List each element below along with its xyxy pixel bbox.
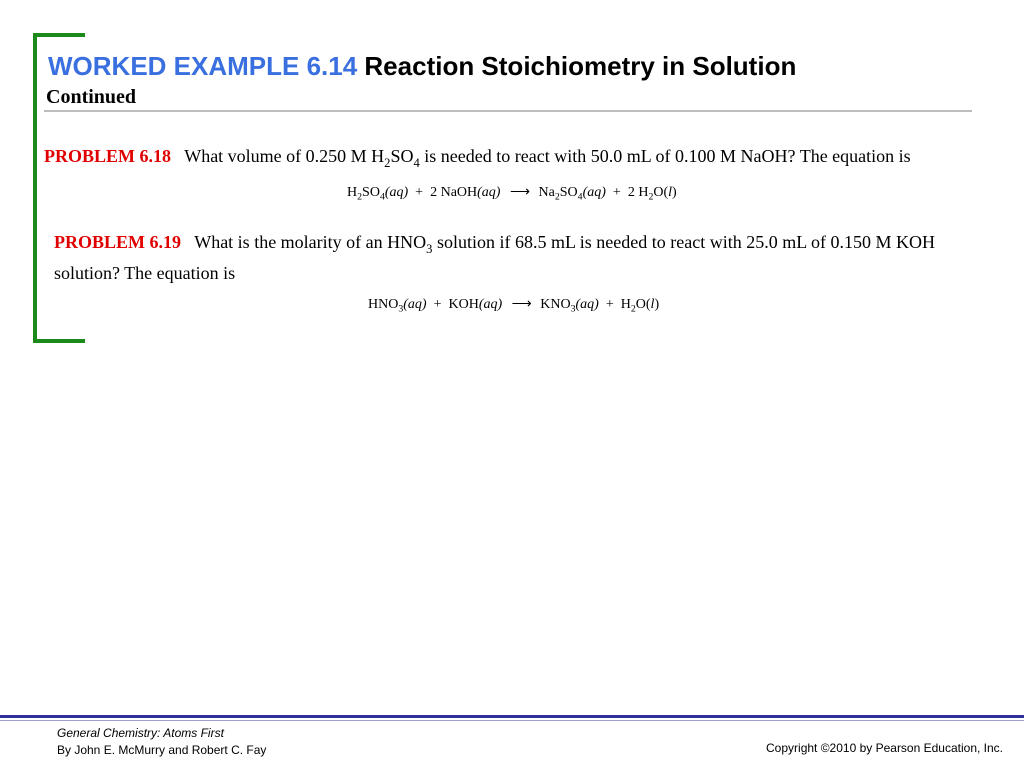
footer-divider	[0, 715, 1024, 718]
footer-copyright: Copyright ©2010 by Pearson Education, Inc.	[766, 741, 1003, 755]
equation-6-18: $H_2SO_4(aq) + 2$ NaOH(aq) ⟶ $Na_2SO_4(aq) + 2$ $H_2O(l)$	[347, 185, 677, 203]
problem-label: PROBLEM 6.18	[44, 146, 172, 166]
slide-bracket-vertical	[33, 33, 37, 343]
problem-6-19	[54, 230, 954, 285]
problem-text: What volume of 0.250 M $H_2SO_4$ is needed to react with 50.0 mL of 0.100 M NaOH? The equation is	[184, 146, 911, 170]
slide-bracket-top	[33, 33, 85, 37]
title-divider	[44, 110, 972, 112]
title-topic: Reaction Stoichiometry in Solution	[364, 51, 797, 81]
problem-text: What is the molarity of an $HNO_3$ solution if 68.5 mL is needed to react with 25.0 mL of 0.150 M KOH solution? The equation is	[54, 232, 936, 283]
problem-label: PROBLEM 6.19	[54, 232, 182, 252]
slide-title	[48, 50, 796, 82]
footer-divider-thin	[0, 720, 1024, 721]
footer-book-title: General Chemistry: Atoms First	[57, 726, 224, 740]
problem-6-18	[44, 144, 944, 175]
continued-label: Continued	[46, 86, 137, 108]
footer-authors: By John E. McMurry and Robert C. Fay	[57, 743, 267, 757]
reaction-arrow: ⟶	[509, 185, 530, 200]
slide-bracket-bottom	[33, 339, 85, 343]
equation-6-19: $HNO_3(aq) + KOH(aq)$ ⟶ $KNO_3(aq) + H_2O(l)$	[368, 297, 660, 315]
reaction-arrow: ⟶	[511, 297, 531, 312]
worked-example-label: WORKED EXAMPLE 6.14	[48, 51, 358, 81]
